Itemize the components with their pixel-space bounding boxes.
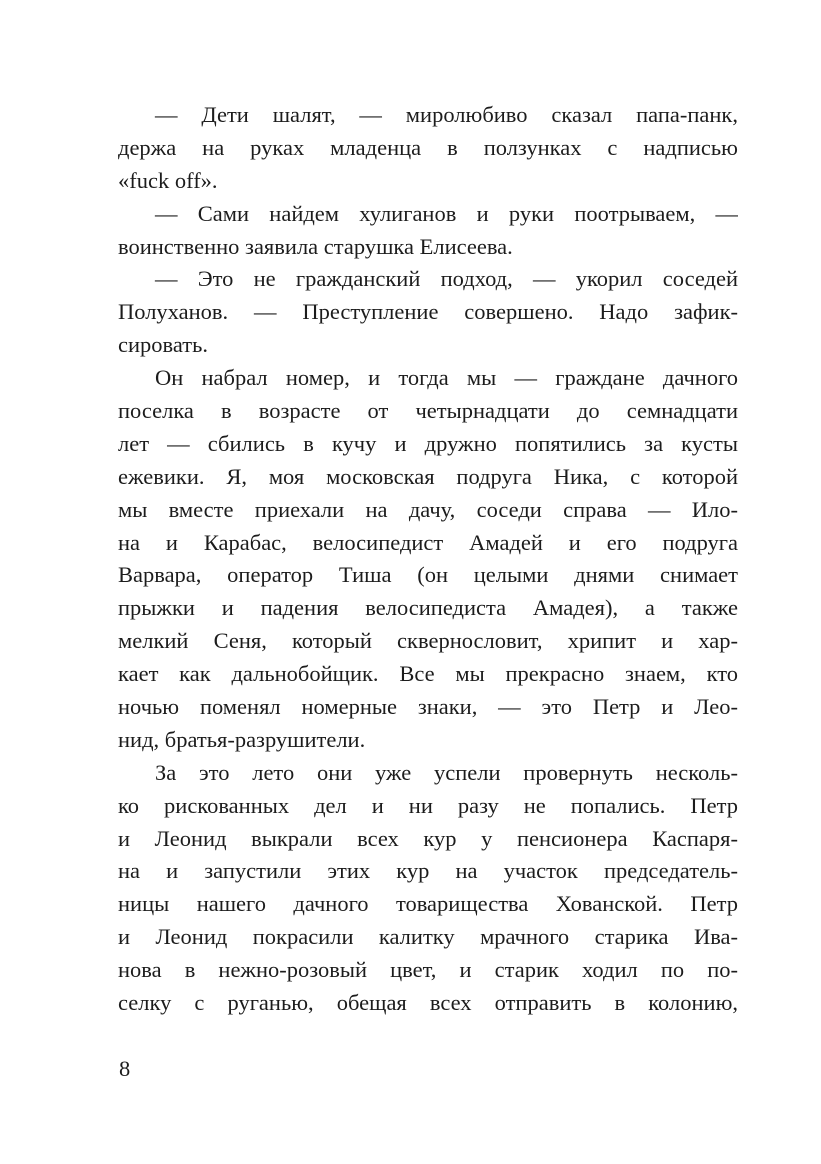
text-line: «fuck off». — [118, 167, 218, 193]
text-line: мелкий Сеня, который сквернословит, хрипит и хар- — [118, 628, 738, 654]
text-line: воинственно заявила старушка Елисеева. — [118, 233, 513, 259]
text-line: За это лето они уже успели провернуть несколь- — [155, 759, 738, 785]
text-line: нид, братья-разрушители. — [118, 726, 366, 752]
text-line: лет — сбились в кучу и дружно попятились за кусты — [118, 430, 738, 456]
text-line: кает как дальнобойщик. Все мы прекрасно знаем, кто — [118, 661, 738, 687]
text-line: — Дети шалят, — миролюбиво сказал папа-панк, — [155, 102, 738, 127]
text-line: ночью поменял номерные знаки, — это Петр и Лео- — [118, 694, 738, 720]
text-line: держа на руках младенца в ползунках с надписью — [118, 134, 738, 160]
text-block — [118, 99, 738, 1020]
text-line: Полуханов. — Преступление совершено. Надо зафик- — [118, 299, 738, 325]
text-line: нова в нежно-розовый цвет, и старик ходил по по- — [118, 957, 738, 983]
text-line: ницы нашего дачного товарищества Хованской. Петр — [118, 891, 738, 917]
text-line: Он набрал номер, и тогда мы — граждане дачного — [155, 365, 738, 391]
text-line: Варвара, оператор Тиша (он целыми днями снимает — [118, 562, 738, 588]
text-line: прыжки и падения велосипедиста Амадея), а также — [118, 595, 738, 621]
text-line: на и Карабас, велосипедист Амадей и его подруга — [118, 529, 738, 555]
page-number: 8 — [119, 1056, 131, 1081]
text-line: и Леонид покрасили калитку мрачного старика Ива- — [118, 924, 738, 950]
text-line: мы вместе приехали на дачу, соседи справа — Ило- — [118, 496, 738, 522]
text-line: — Это не гражданский подход, — укорил соседей — [155, 266, 738, 292]
text-line: ежевики. Я, моя московская подруга Ника, с которой — [118, 463, 738, 489]
text-line: на и запустили этих кур на участок председатель- — [118, 858, 738, 884]
text-line: селку с руганью, обещая всех отправить в колонию, — [118, 990, 738, 1016]
text-line: ко рискованных дел и ни разу не попались. Петр — [118, 792, 738, 818]
text-line: поселка в возрасте от четырнадцати до семнадцати — [118, 398, 738, 424]
text-line: и Леонид выкрали всех кур у пенсионера Каспаря- — [118, 825, 738, 851]
text-line: сировать. — [118, 332, 208, 358]
text-line: — Сами найдем хулиганов и руки поотрываем, — — [155, 200, 738, 226]
